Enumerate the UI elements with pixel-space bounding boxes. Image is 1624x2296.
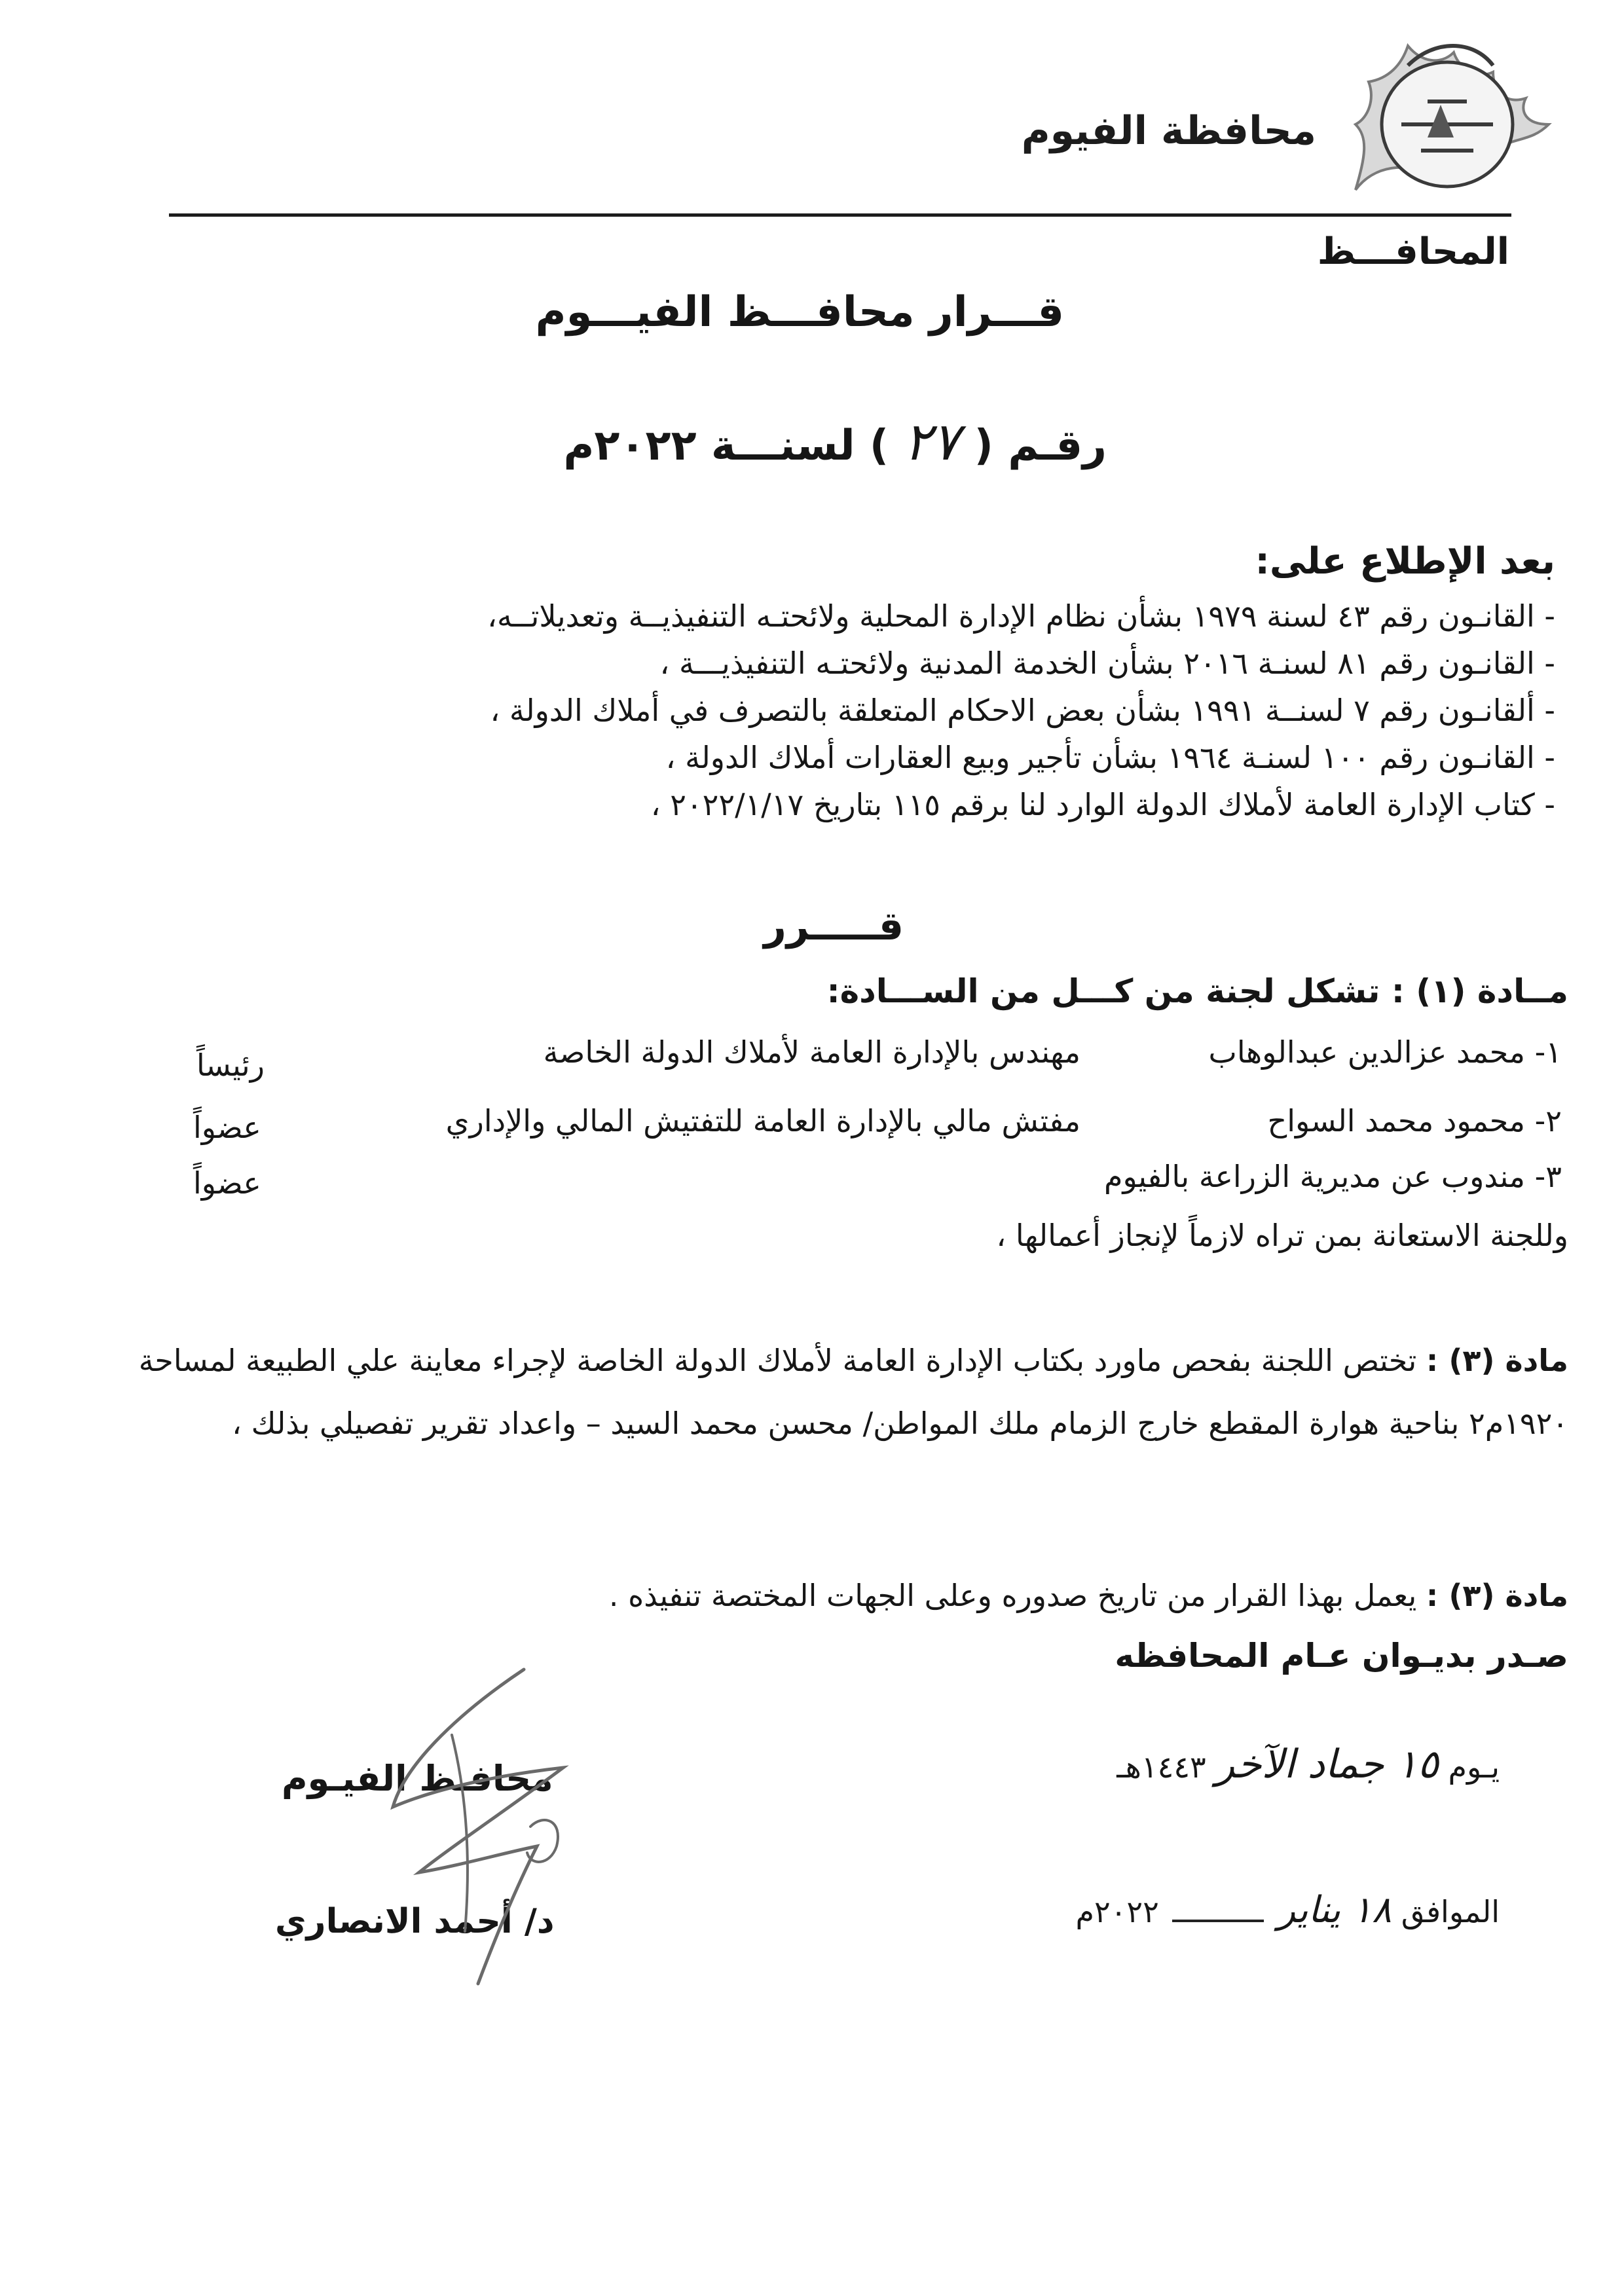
hijri-date xyxy=(1116,1741,1500,1787)
member-role: رئيساً xyxy=(196,1048,265,1083)
governorate-logo xyxy=(1329,26,1552,203)
member-title: مفتش مالي بالإدارة العامة للتفتيش المالي والإداري xyxy=(445,1103,1080,1139)
greg-prefix: الموافق xyxy=(1401,1894,1500,1929)
member-name: ٣- مندوب عن مديرية الزراعة بالفيوم xyxy=(1103,1159,1562,1194)
greg-handwritten: ١٨ يناير xyxy=(1278,1889,1392,1931)
committee-note: وللجنة الاستعانة بمن تراه لازماً لإنجاز أعمالها ، xyxy=(996,1218,1568,1253)
issued-statement: صـدر بديـوان عـام المحافظه xyxy=(1115,1637,1568,1675)
reference-item: - ألقانـون رقم ٧ لسنــة ١٩٩١ بشأن بعض الاحكام المتعلقة بالتصرف في أملاك الدولة ، xyxy=(490,693,1555,728)
gregorian-date xyxy=(1076,1889,1500,1931)
office-label: المحافـــظ xyxy=(1317,230,1509,273)
handwritten-signature xyxy=(367,1656,583,1997)
decision-title: قـــرار محافـــظ الفيـــوم xyxy=(535,288,1064,337)
article-2-text: تختص اللجنة بفحص ماورد بكتاب الإدارة العامة لأملاك الدولة الخاصة لإجراء معاينة علي الطبيعة لمساحة ١٩٢٠م٢ بناحية هوارة المقطع خارج الزمام ملك المواطن/ محسن محمد السيد – واعداد تقرير تفصيلي بذلك ، xyxy=(138,1343,1568,1441)
article-3 xyxy=(609,1578,1568,1613)
references-list xyxy=(62,592,1555,828)
decision-number xyxy=(563,411,1107,472)
hijri-year: ١٤٤٣هـ xyxy=(1116,1749,1206,1785)
article-2-label: مادة (٣) : xyxy=(1426,1343,1568,1378)
date-underline xyxy=(1172,1920,1264,1922)
handwritten-number: ٢٧ xyxy=(903,411,960,472)
article-3-label: مادة (٣) : xyxy=(1426,1578,1568,1613)
year-label: ) لسنـــة ٢٠٢٢م xyxy=(563,422,889,470)
greg-year: ٢٠٢٢م xyxy=(1075,1894,1159,1929)
article-3-text: يعمل بهذا القرار من تاريخ صدوره وعلى الجهات المختصة تنفيذه . xyxy=(608,1578,1417,1613)
signatory-title: محافـظ الفيـوم xyxy=(282,1758,553,1799)
decides-heading: قـــــرر xyxy=(764,903,904,949)
member-name: ٢- محمود محمد السواح xyxy=(1267,1103,1562,1139)
member-name: ١- محمد عزالدين عبدالوهاب xyxy=(1208,1034,1562,1070)
hijri-handwritten: ١٥ جماد الآخر xyxy=(1215,1741,1439,1787)
number-label: رقـم ( xyxy=(974,422,1107,470)
article-2 xyxy=(56,1329,1568,1455)
preamble-heading: بعد الإطلاع على: xyxy=(1255,540,1555,583)
header-divider xyxy=(169,213,1511,217)
signatory-name: د/ أحمد الانصاري xyxy=(275,1902,555,1941)
governorate-name: محافظة الفيوم xyxy=(1021,108,1316,154)
member-role: عضواً xyxy=(193,1165,261,1201)
reference-item: - القانـون رقم ١٠٠ لسنـة ١٩٦٤ بشأن تأجير وبيع العقارات أملاك الدولة ، xyxy=(665,740,1555,775)
member-title: مهندس بالإدارة العامة لأملاك الدولة الخاصة xyxy=(543,1034,1080,1070)
hijri-prefix: يـوم xyxy=(1448,1749,1500,1785)
reference-item: - كتاب الإدارة العامة لأملاك الدولة الوارد لنا برقم ١١٥ بتاريخ ٢٠٢٢/١/١٧ ، xyxy=(650,787,1555,822)
reference-item: - القانـون رقم ٨١ لسنـة ٢٠١٦ بشأن الخدمة المدنية ولائحتـه التنفيذيـــة ، xyxy=(659,646,1555,681)
member-role: عضواً xyxy=(193,1110,261,1145)
reference-item: - القانـون رقم ٤٣ لسنة ١٩٧٩ بشأن نظام الإدارة المحلية ولائحتـه التنفيذيــة وتعديلاتــه، xyxy=(487,598,1555,634)
article-1-title: مــادة (١) : تشكل لجنة من كـــل من الســـادة: xyxy=(826,972,1568,1010)
